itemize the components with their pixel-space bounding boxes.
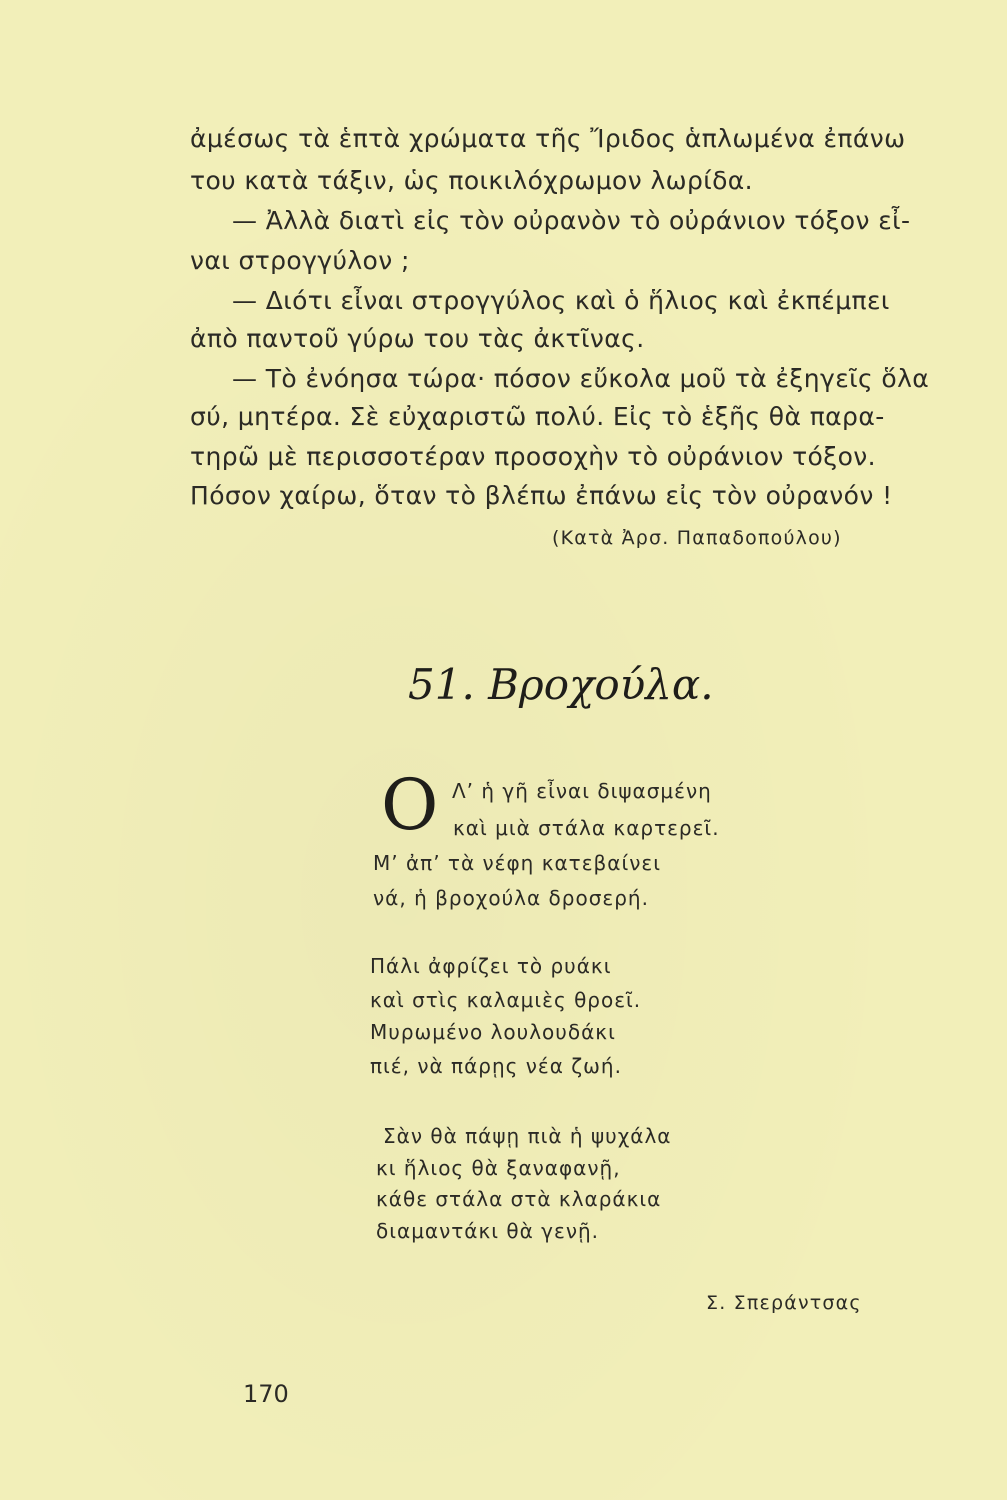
- verse-line: Λ’ ἡ γῆ εἶναι διψασμένη: [452, 779, 712, 803]
- prose-line: του κατὰ τάξιν, ὡς ποικιλόχρωμον λωρίδα.: [190, 166, 754, 195]
- verse-line: Σὰν θὰ πάψῃ πιὰ ἡ ψυχάλα: [383, 1124, 672, 1148]
- verse-line: κάθε στάλα στὰ κλαράκια: [376, 1187, 662, 1211]
- prose-line: — Ἀλλὰ διατὶ εἰς τὸν οὐρανὸν τὸ οὐράνιον τόξον εἶ-: [232, 206, 911, 235]
- attribution: (Κατὰ Ἀρσ. Παπαδοπούλου): [552, 527, 842, 549]
- poem-title: 51. Βροχούλα.: [408, 660, 714, 709]
- verse-line: Μ’ ἀπ’ τὰ νέφη κατεβαίνει: [373, 851, 661, 875]
- prose-line: ἀμέσως τὰ ἑπτὰ χρώματα τῆς Ἴριδος ἁπλωμένα ἐπάνω: [190, 124, 906, 153]
- prose-line: — Τὸ ἐνόησα τώρα· πόσον εὔκολα μοῦ τὰ ἐξηγεῖς ὅλα: [232, 364, 930, 393]
- verse-line: νά, ἡ βροχούλα δροσερή.: [373, 886, 649, 910]
- prose-line: ἀπὸ παντοῦ γύρω του τὰς ἀκτῖνας.: [190, 324, 645, 353]
- poem-author: Σ. Σπεράντσας: [706, 1292, 862, 1314]
- verse-line: κι ἥλιος θὰ ξαναφανῇ,: [376, 1156, 621, 1180]
- verse-line: Μυρωμένο λουλουδάκι: [370, 1020, 616, 1044]
- verse-line: καὶ στὶς καλαμιὲς θροεῖ.: [370, 988, 642, 1012]
- verse-line: καὶ μιὰ στάλα καρτερεῖ.: [453, 816, 720, 840]
- verse-line: διαμαντάκι θὰ γενῇ.: [376, 1219, 600, 1243]
- verse-line: πιέ, νὰ πάρῃς νέα ζωή.: [370, 1054, 622, 1078]
- prose-line: τηρῶ μὲ περισσοτέραν προσοχὴν τὸ οὐράνιον τόξον.: [190, 442, 876, 471]
- prose-line: ναι στρογγύλον ;: [190, 246, 410, 275]
- verse-line: Πάλι ἀφρίζει τὸ ρυάκι: [370, 954, 612, 978]
- prose-line: Πόσον χαίρω, ὅταν τὸ βλέπω ἐπάνω εἰς τὸν οὐρανόν !: [190, 481, 893, 510]
- prose-line: σύ, μητέρα. Σὲ εὐχαριστῶ πολύ. Εἰς τὸ ἑξῆς θὰ παρα-: [190, 402, 885, 431]
- page-number: 170: [243, 1380, 289, 1408]
- drop-cap: Ο: [381, 764, 439, 846]
- prose-line: — Διότι εἶναι στρογγύλος καὶ ὁ ἥλιος καὶ ἐκπέμπει: [232, 286, 890, 315]
